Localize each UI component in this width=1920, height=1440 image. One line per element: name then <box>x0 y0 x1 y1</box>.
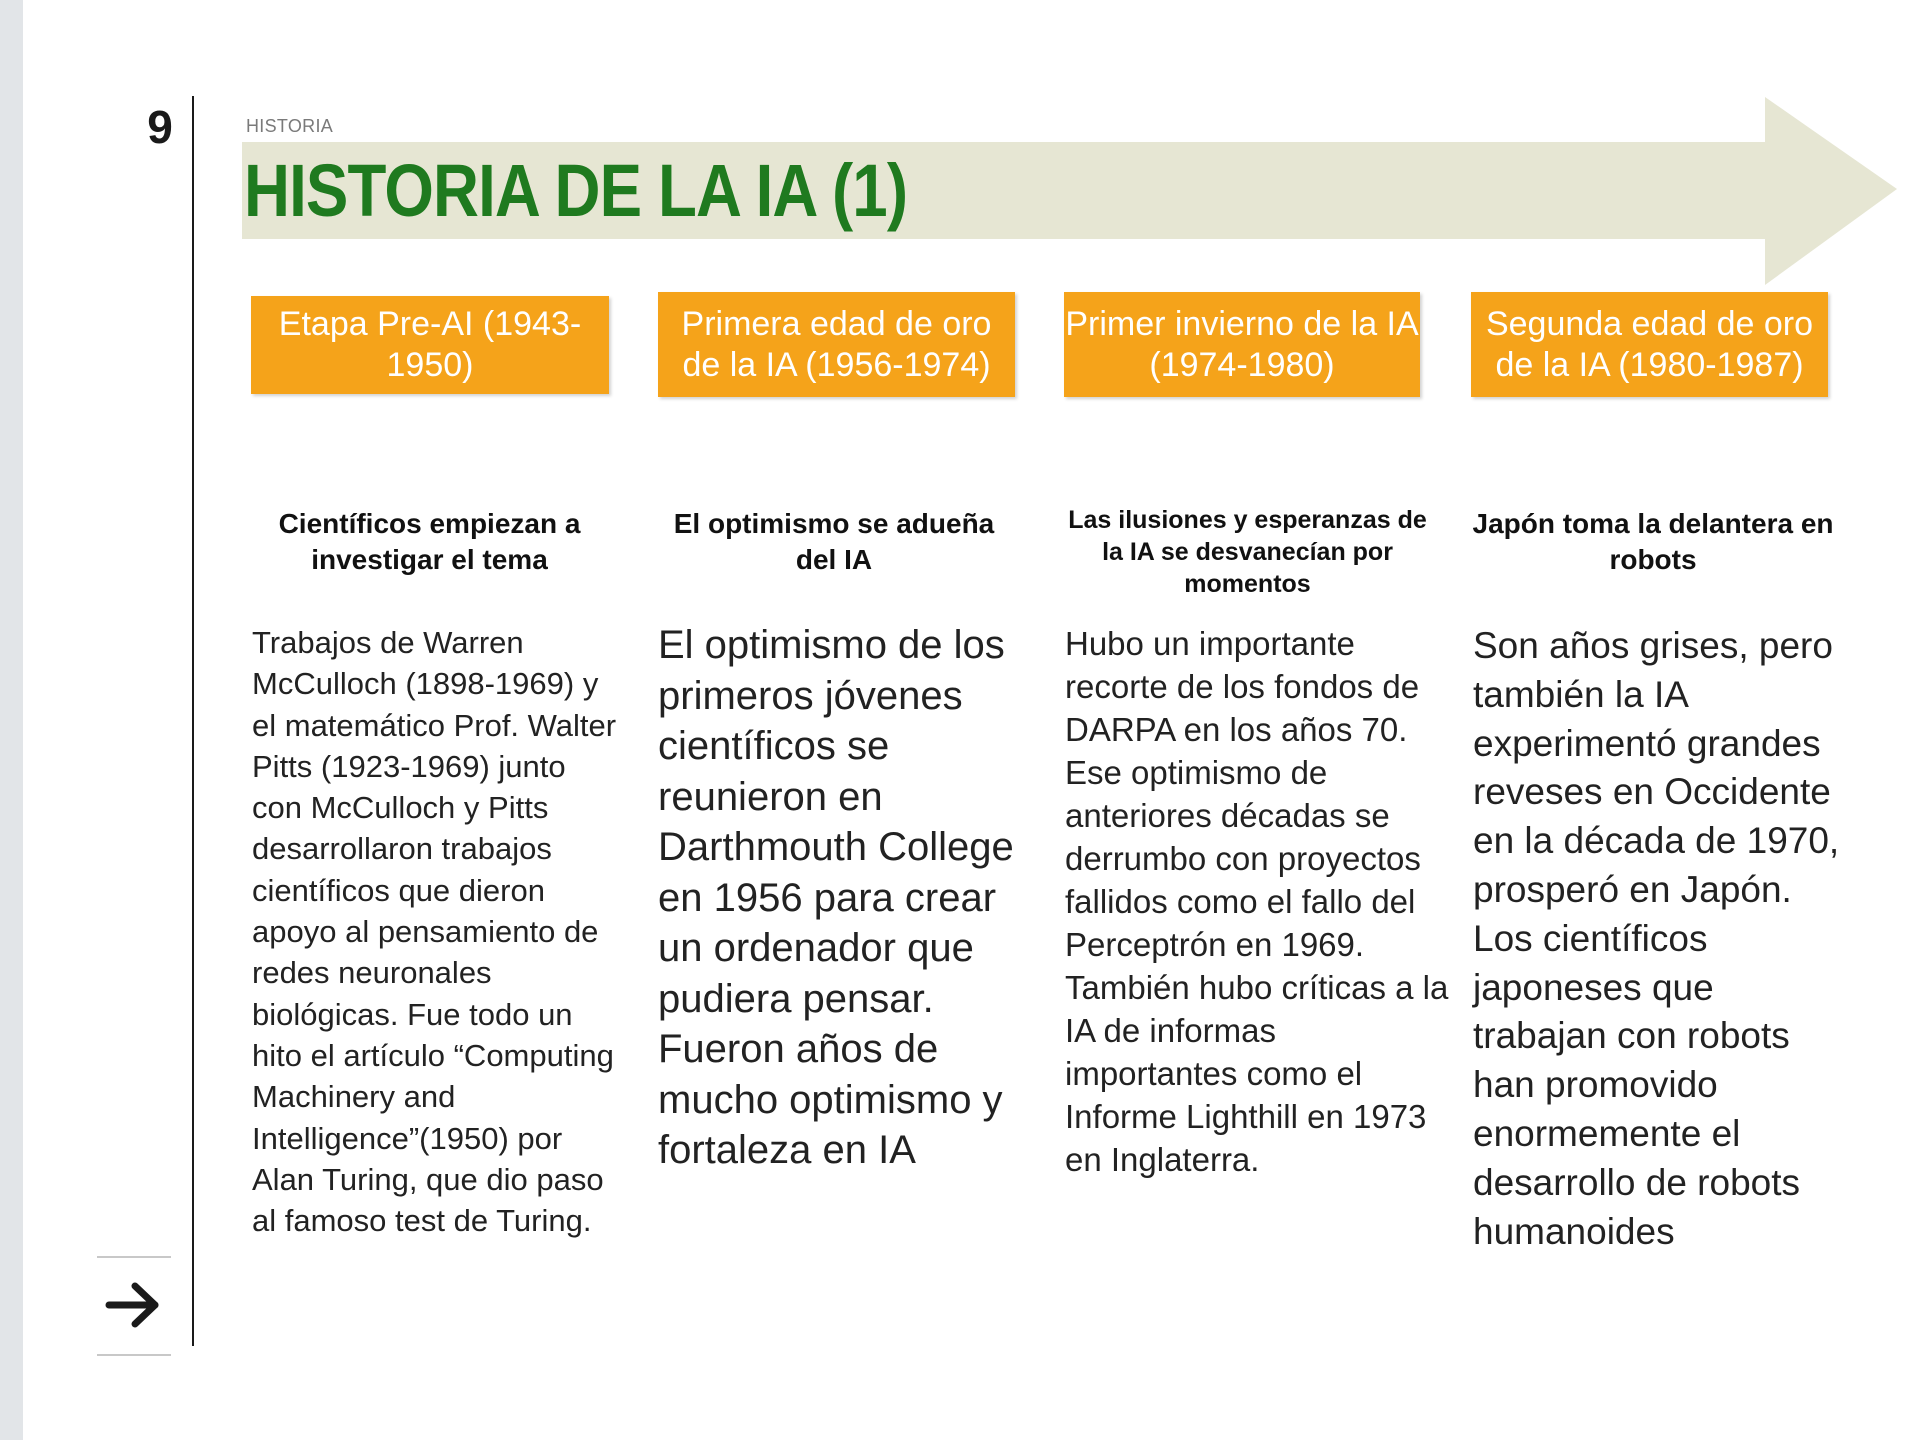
stage-box-segunda-edad-oro: Segunda edad de oro de la IA (1980-1987) <box>1471 292 1828 397</box>
column-text-primer-invierno: Hubo un importante recorte de los fondos de DARPA en los años 70. Ese optimismo de anteriores décadas se derrumbo con proyectos fallidos como el fallo del Perceptrón en 1969. También hubo críticas a la IA de informas importantes como el Informe Lighthill en 1973 en Inglaterra. <box>1065 625 1449 1178</box>
vertical-divider <box>192 96 194 1346</box>
column-text-primera-edad-oro: El optimismo de los primeros jóvenes científicos se reunieron en Darthmouth College en 1956 para crear un ordenador que pudiera pensar. Fueron años de mucho optimismo y fortaleza en IA <box>658 623 1014 1172</box>
section-label: HISTORIA <box>246 116 334 136</box>
column-subtitle-segunda-edad-oro: Japón toma la delantera en robots <box>1472 508 1834 576</box>
column-text-pre-ai: Trabajos de Warren McCulloch (1898-1969) y el matemático Prof. Walter Pitts (1923-1969) junto con McCulloch y Pitts desarrollaron trabajos científicos que dieron apoyo al pensamiento de redes neuronales biológicas. Fue todo un hito el artículo “Computing Machinery and Intelligence”(1950) por Alan Turing, que dio paso al famoso test de Turing. <box>252 625 617 1239</box>
column-subtitle-primer-invierno: Las ilusiones y esperanzas de la IA se desvanecían por momentos <box>1068 506 1427 598</box>
next-page-button[interactable] <box>97 1256 171 1356</box>
page-title: HISTORIA DE LA IA (1) <box>244 149 908 232</box>
column-subtitle-pre-ai: Científicos empiezan a investigar el tema <box>278 508 581 576</box>
left-edge-strip <box>0 0 23 1440</box>
stage-box-primera-edad-oro: Primera edad de oro de la IA (1956-1974) <box>658 292 1015 397</box>
stage-box-pre-ai: Etapa Pre-AI (1943-1950) <box>251 296 609 394</box>
page-number: 9 <box>147 101 173 153</box>
stage-box-primer-invierno: Primer invierno de la IA (1974-1980) <box>1064 292 1420 397</box>
right-arrow-icon <box>105 1280 163 1330</box>
column-text-segunda-edad-oro: Son años grises, pero también la IA experimentó grandes reveses en Occidente en la década de 1970, prosperó en Japón. Los científicos japoneses que trabajan con robots han promovido enormemente el desarrollo de robots humanoides <box>1473 625 1840 1252</box>
column-subtitle-primera-edad-oro: El optimismo se adueña del IA <box>673 508 995 576</box>
